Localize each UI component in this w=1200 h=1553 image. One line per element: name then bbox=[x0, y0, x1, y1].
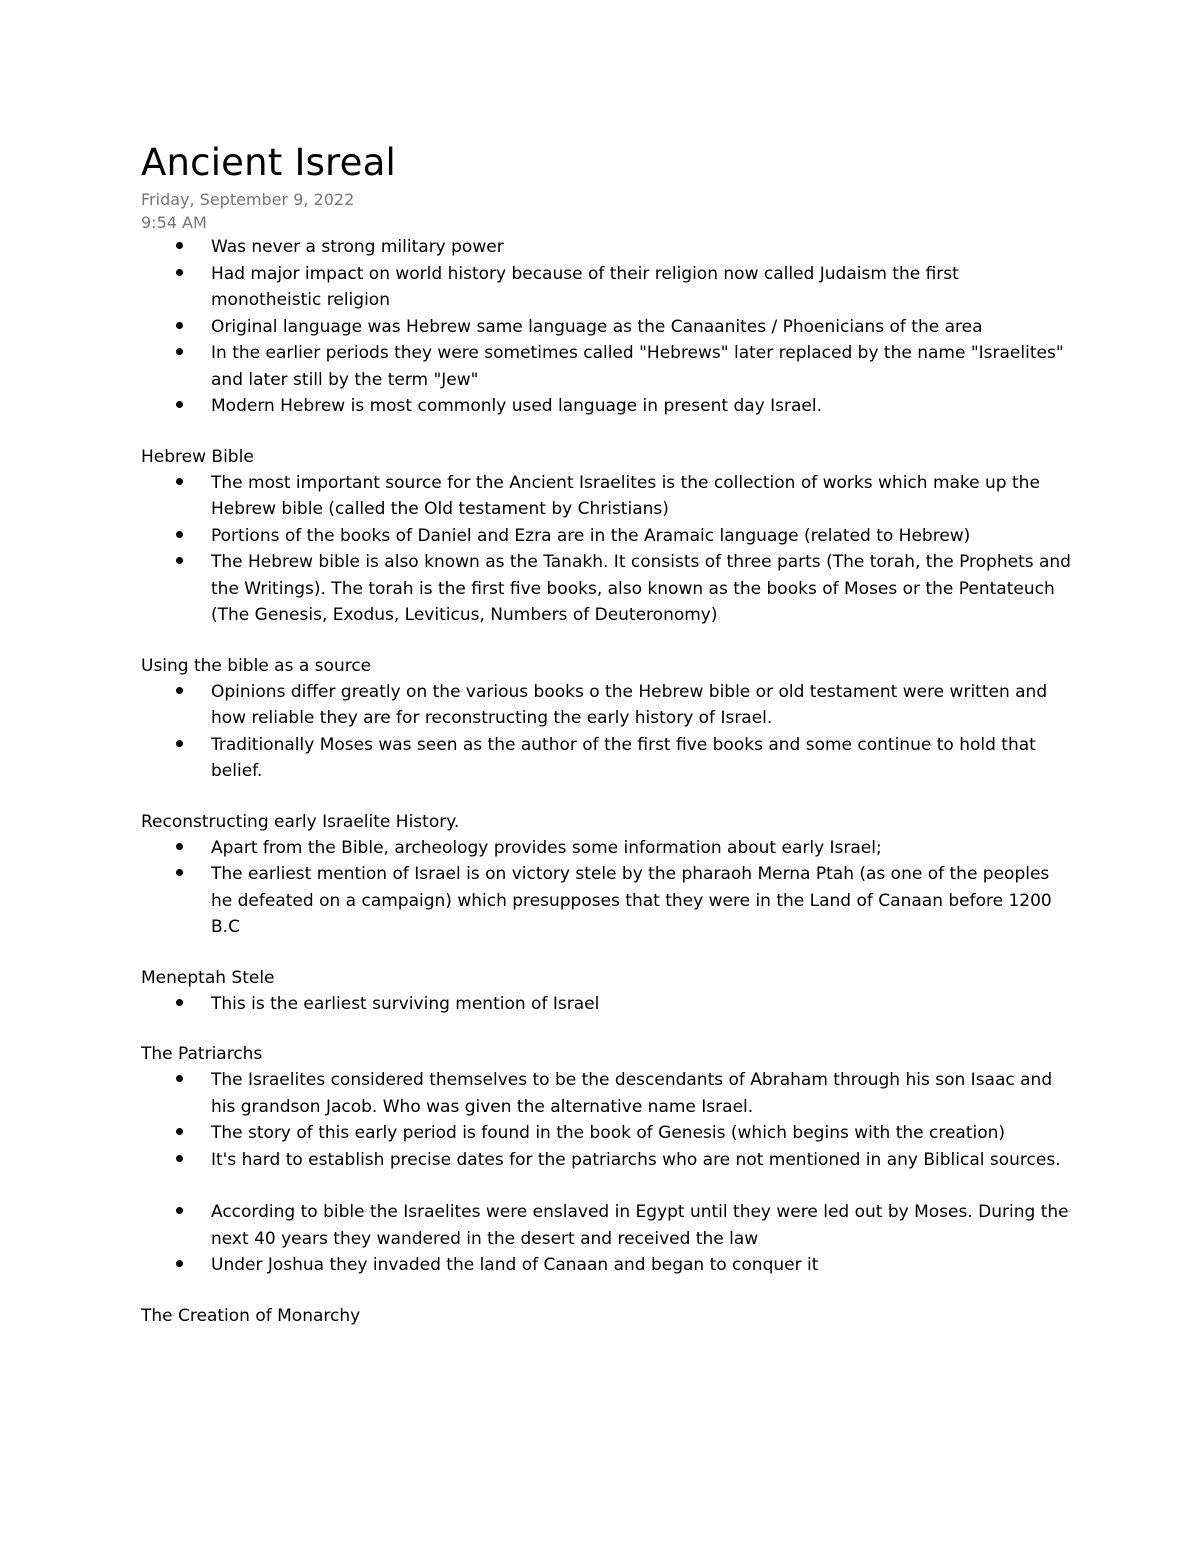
list-item: This is the earliest surviving mention of Israel bbox=[141, 991, 1071, 1018]
list-item: Original language was Hebrew same language as the Canaanites / Phoenicians of the area bbox=[141, 314, 1071, 341]
section-heading: Using the bible as a source bbox=[141, 655, 372, 676]
list-item: Opinions differ greatly on the various books o the Hebrew bible or old testament were written and how reliable they are for reconstructing the early history of Israel. bbox=[141, 679, 1071, 732]
list-item: Apart from the Bible, archeology provides some information about early Israel; bbox=[141, 835, 1071, 862]
section-heading: The Creation of Monarchy bbox=[141, 1305, 361, 1326]
note-date: Friday, September 9, 2022 bbox=[141, 190, 355, 209]
page-title: Ancient Isreal bbox=[141, 141, 396, 184]
section-patriarchs bbox=[141, 1041, 1071, 1279]
section-monarchy bbox=[141, 1303, 1071, 1329]
intro-list bbox=[141, 234, 1071, 420]
meneptah-list bbox=[141, 991, 1071, 1018]
section-reconstructing bbox=[141, 809, 1071, 941]
list-item: Was never a strong military power bbox=[141, 234, 1071, 261]
patriarchs-list-continued bbox=[141, 1199, 1071, 1279]
section-heading: Meneptah Stele bbox=[141, 967, 275, 988]
list-item: Under Joshua they invaded the land of Canaan and began to conquer it bbox=[141, 1252, 1071, 1279]
list-item: The Hebrew bible is also known as the Tanakh. It consists of three parts (The torah, the Prophets and the Writings). The torah is the first five books, also known as the books of Moses or the Pentateuch (The Genesis, Exodus, Leviticus, Numbers of Deuteronomy) bbox=[141, 549, 1071, 629]
section-heading: Reconstructing early Israelite History. bbox=[141, 811, 460, 832]
section-hebrew-bible bbox=[141, 444, 1071, 629]
reconstructing-list bbox=[141, 835, 1071, 941]
list-item: The story of this early period is found in the book of Genesis (which begins with the creation) bbox=[141, 1120, 1071, 1147]
list-item: Portions of the books of Daniel and Ezra are in the Aramaic language (related to Hebrew) bbox=[141, 523, 1071, 550]
hebrew-bible-list bbox=[141, 470, 1071, 629]
list-item: According to bible the Israelites were enslaved in Egypt until they were led out by Moses. During the next 40 years they wandered in the desert and received the law bbox=[141, 1199, 1071, 1252]
section-meneptah bbox=[141, 965, 1071, 1018]
list-item: The Israelites considered themselves to be the descendants of Abraham through his son Isaac and his grandson Jacob. Who was given the alternative name Israel. bbox=[141, 1067, 1071, 1120]
list-item: Modern Hebrew is most commonly used language in present day Israel. bbox=[141, 393, 1071, 420]
section-bible-source bbox=[141, 653, 1071, 785]
list-item: In the earlier periods they were sometimes called "Hebrews" later replaced by the name "Israelites" and later still by the term "Jew" bbox=[141, 340, 1071, 393]
section-heading: The Patriarchs bbox=[141, 1044, 263, 1064]
note-page bbox=[141, 138, 1071, 1329]
blank-line bbox=[141, 1173, 1071, 1199]
list-item: The earliest mention of Israel is on victory stele by the pharaoh Merna Ptah (as one of the peoples he defeated on a campaign) which presupposes that they were in the Land of Canaan before 1200 B.C bbox=[141, 861, 1071, 941]
list-item: The most important source for the Ancient Israelites is the collection of works which make up the Hebrew bible (called the Old testament by Christians) bbox=[141, 470, 1071, 523]
patriarchs-list bbox=[141, 1067, 1071, 1173]
section-heading: Hebrew Bible bbox=[141, 446, 254, 467]
list-item: It's hard to establish precise dates for the patriarchs who are not mentioned in any Biblical sources. bbox=[141, 1147, 1071, 1174]
list-item: Traditionally Moses was seen as the author of the first five books and some continue to hold that belief. bbox=[141, 732, 1071, 785]
list-item: Had major impact on world history because of their religion now called Judaism the first monotheistic religion bbox=[141, 261, 1071, 314]
bible-source-list bbox=[141, 679, 1071, 785]
note-time: 9:54 AM bbox=[141, 213, 207, 232]
